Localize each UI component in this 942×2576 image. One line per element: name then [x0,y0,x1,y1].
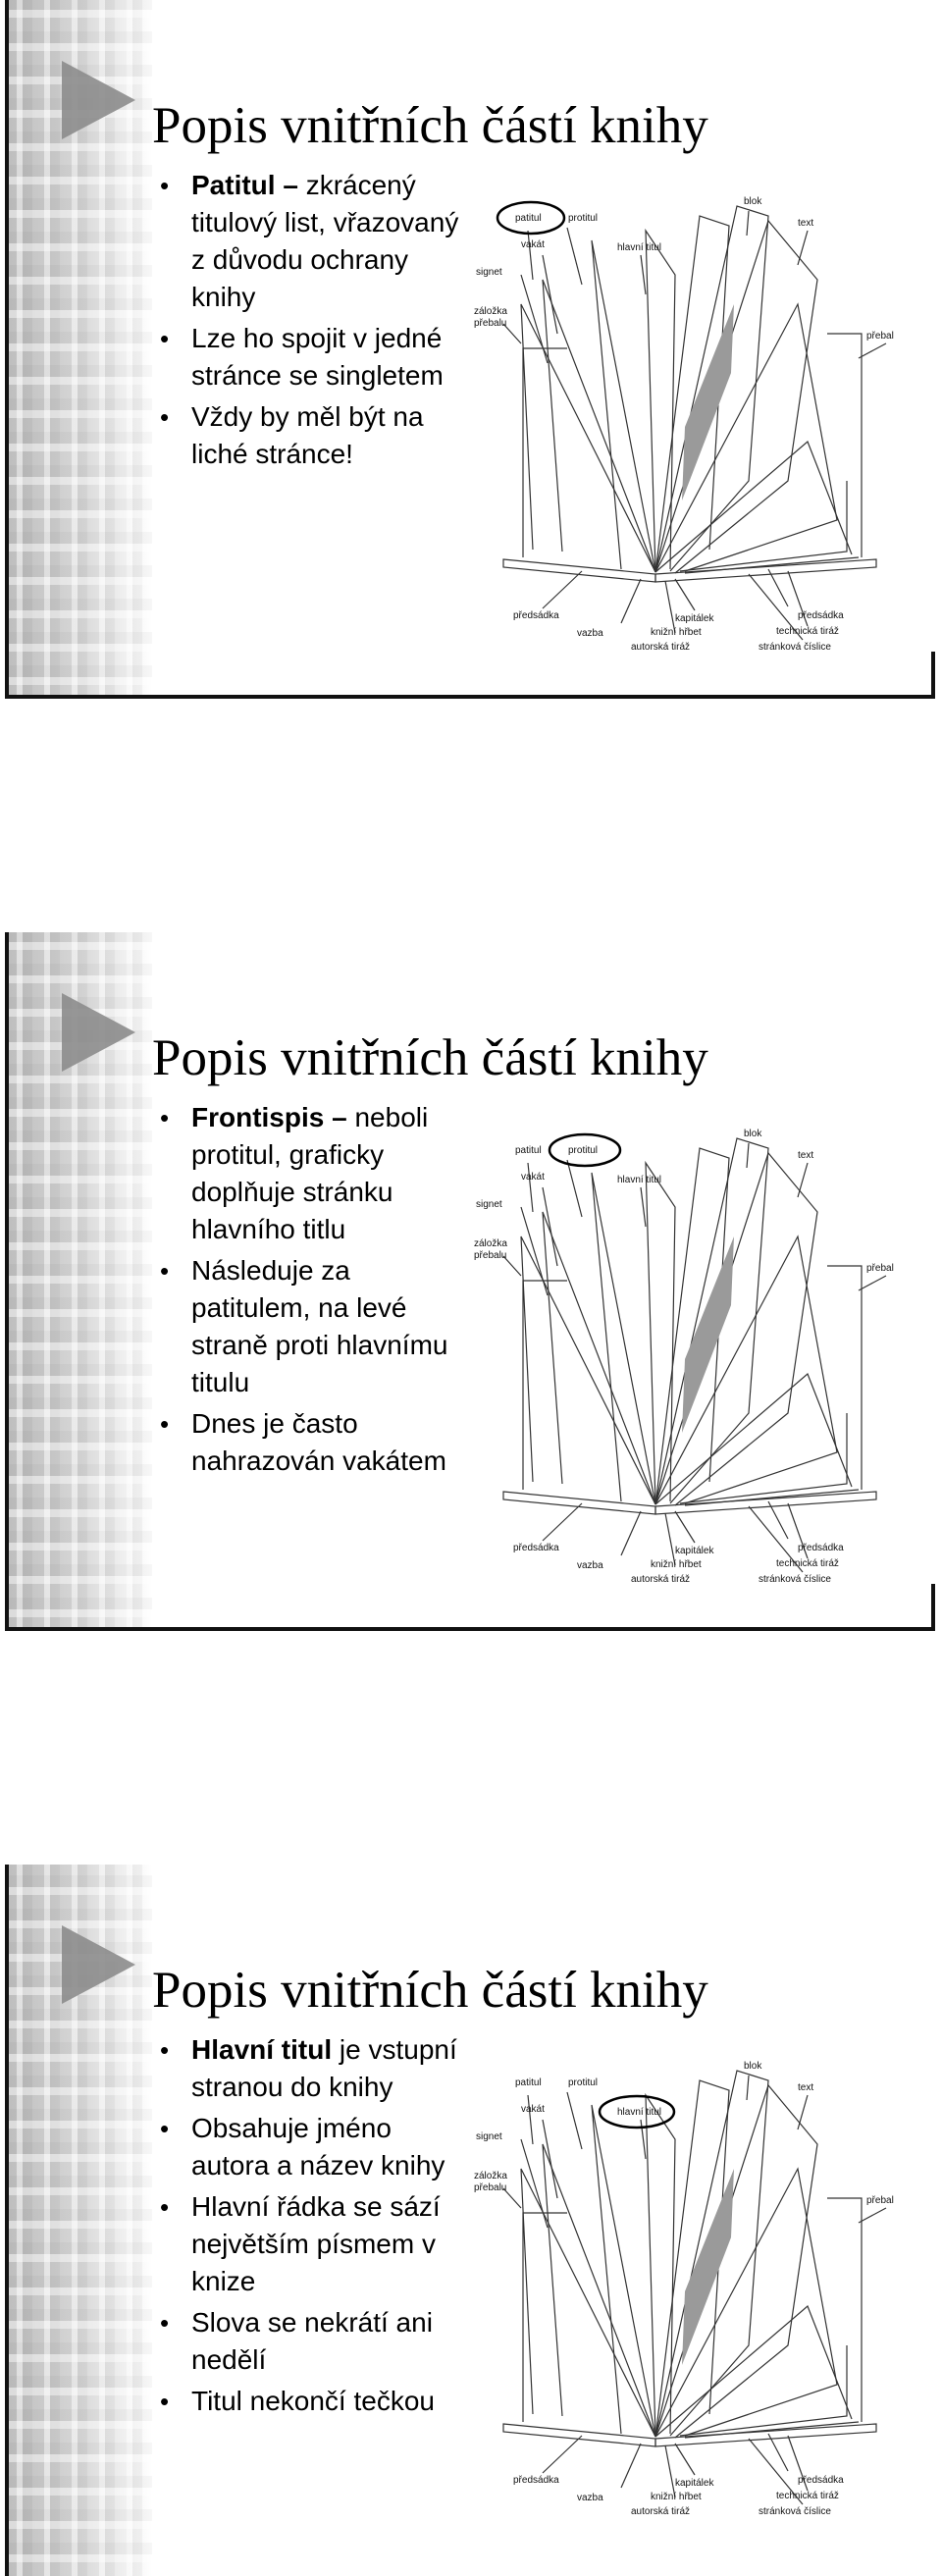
label-patitul: patitul [515,1145,542,1156]
bullet-item: • Vždy by měl být na liché stránce! [152,398,476,473]
label-technicka-tiraz: technická tiráž [776,2491,839,2501]
label-kapitalek: kapitálek [675,1546,714,1556]
label-predsadka-left: předsádka [513,610,559,621]
board-left [503,559,655,582]
label-predsadka-left: předsádka [513,2475,559,2486]
label-prebal: přebal [866,1263,894,1274]
label-prebal: přebal [866,331,894,342]
label-kapitalek: kapitálek [675,2478,714,2489]
label-predsadka-right: předsádka [798,2475,844,2486]
label-kapitalek: kapitálek [675,613,714,624]
triangle-decor-icon [62,61,135,139]
slide-1 [5,0,935,699]
label-hlavni-titul: hlavní titul [617,242,662,253]
label-predsadka-right: předsádka [798,1543,844,1553]
bullet-item: • Obsahuje jméno autora a název knihy [152,2110,476,2184]
label-prebalu: přebalu [474,2182,507,2193]
jacket-right [827,1266,862,1490]
slide-2 [5,932,935,1631]
label-vakat: vakát [521,2104,545,2115]
book-diagram [474,1119,925,1590]
label-vazba: vazba [577,2493,603,2503]
book-illustration [474,186,925,657]
triangle-decor-icon [62,1925,135,2004]
book-diagram [474,2051,925,2522]
label-prebal: přebal [866,2195,894,2206]
label-predsadka-left: předsádka [513,1543,559,1553]
label-strankova-cislice: stránková číslice [759,642,831,653]
label-text: text [798,1150,814,1161]
label-protitul: protitul [568,213,599,224]
label-vakat: vakát [521,1172,545,1183]
label-hlavni-titul: hlavní titul [617,1175,662,1185]
label-knizni-hrbet: knižní hřbet [651,627,702,638]
label-autorska-tiraz: autorská tiráž [631,1574,691,1585]
jacket-right [827,2198,862,2422]
bullet-item: • Hlavní řádka se sází největším písmem v knize [152,2188,476,2300]
bullet-item: • Následuje za patitulem, na levé straně proti hlavnímu titulu [152,1252,476,1401]
label-zalozka: záložka [474,2171,507,2182]
label-hlavni-titul: hlavní titul [617,2107,662,2118]
jacket-right [827,334,862,557]
triangle-decor-icon [62,993,135,1072]
bullet-list [152,1099,476,1484]
label-patitul: patitul [515,2077,542,2088]
slide-3 [5,1865,935,2576]
label-zalozka: záložka [474,1238,507,1249]
board-left [503,1492,655,1514]
bullet-item: • Dnes je často nahrazován vakátem [152,1405,476,1480]
bullet-item: • Frontispis – neboli protitul, graficky doplňuje stránku hlavního titlu [152,1099,476,1248]
bullet-item: • Slova se nekrátí ani nedělí [152,2304,476,2379]
label-protitul: protitul [568,2077,599,2088]
label-signet: signet [476,2131,502,2142]
frame-corner [931,652,935,699]
label-signet: signet [476,267,502,278]
label-knizni-hrbet: knižní hřbet [651,2492,702,2502]
label-strankova-cislice: stránková číslice [759,1574,831,1585]
label-prebalu: přebalu [474,1250,507,1261]
label-zalozka: záložka [474,306,507,317]
label-vazba: vazba [577,628,603,639]
label-prebalu: přebalu [474,318,507,329]
label-blok: blok [744,1129,762,1139]
label-text: text [798,2082,814,2093]
slide-title: Popis vnitřních částí knihy [152,96,708,154]
label-strankova-cislice: stránková číslice [759,2506,831,2517]
label-protitul: protitul [568,1145,599,1156]
label-autorska-tiraz: autorská tiráž [631,2506,691,2517]
book-illustration [474,2051,925,2522]
book-diagram [474,186,925,657]
bullet-list [152,2031,476,2424]
label-knizni-hrbet: knižní hřbet [651,1559,702,1570]
label-patitul: patitul [515,213,542,224]
book-illustration [474,1119,925,1590]
label-technicka-tiraz: technická tiráž [776,626,839,637]
bullet-list [152,167,476,477]
label-vakat: vakát [521,239,545,250]
slide-title: Popis vnitřních částí knihy [152,1961,708,2019]
label-autorska-tiraz: autorská tiráž [631,642,691,653]
label-text: text [798,218,814,229]
label-blok: blok [744,196,762,207]
bullet-item: • Hlavní titul je vstupní stranou do knihy [152,2031,476,2106]
label-vazba: vazba [577,1560,603,1571]
bullet-item: • Lze ho spojit v jedné stránce se singletem [152,320,476,394]
bullet-item: • Patitul – zkrácený titulový list, vřazovaný z důvodu ochrany knihy [152,167,476,316]
label-technicka-tiraz: technická tiráž [776,1558,839,1569]
board-left [503,2424,655,2446]
bullet-item: • Titul nekončí tečkou [152,2383,476,2420]
label-signet: signet [476,1199,502,1210]
label-predsadka-right: předsádka [798,610,844,621]
slide-title: Popis vnitřních částí knihy [152,1028,708,1086]
frame-corner [931,1584,935,1631]
label-blok: blok [744,2061,762,2072]
